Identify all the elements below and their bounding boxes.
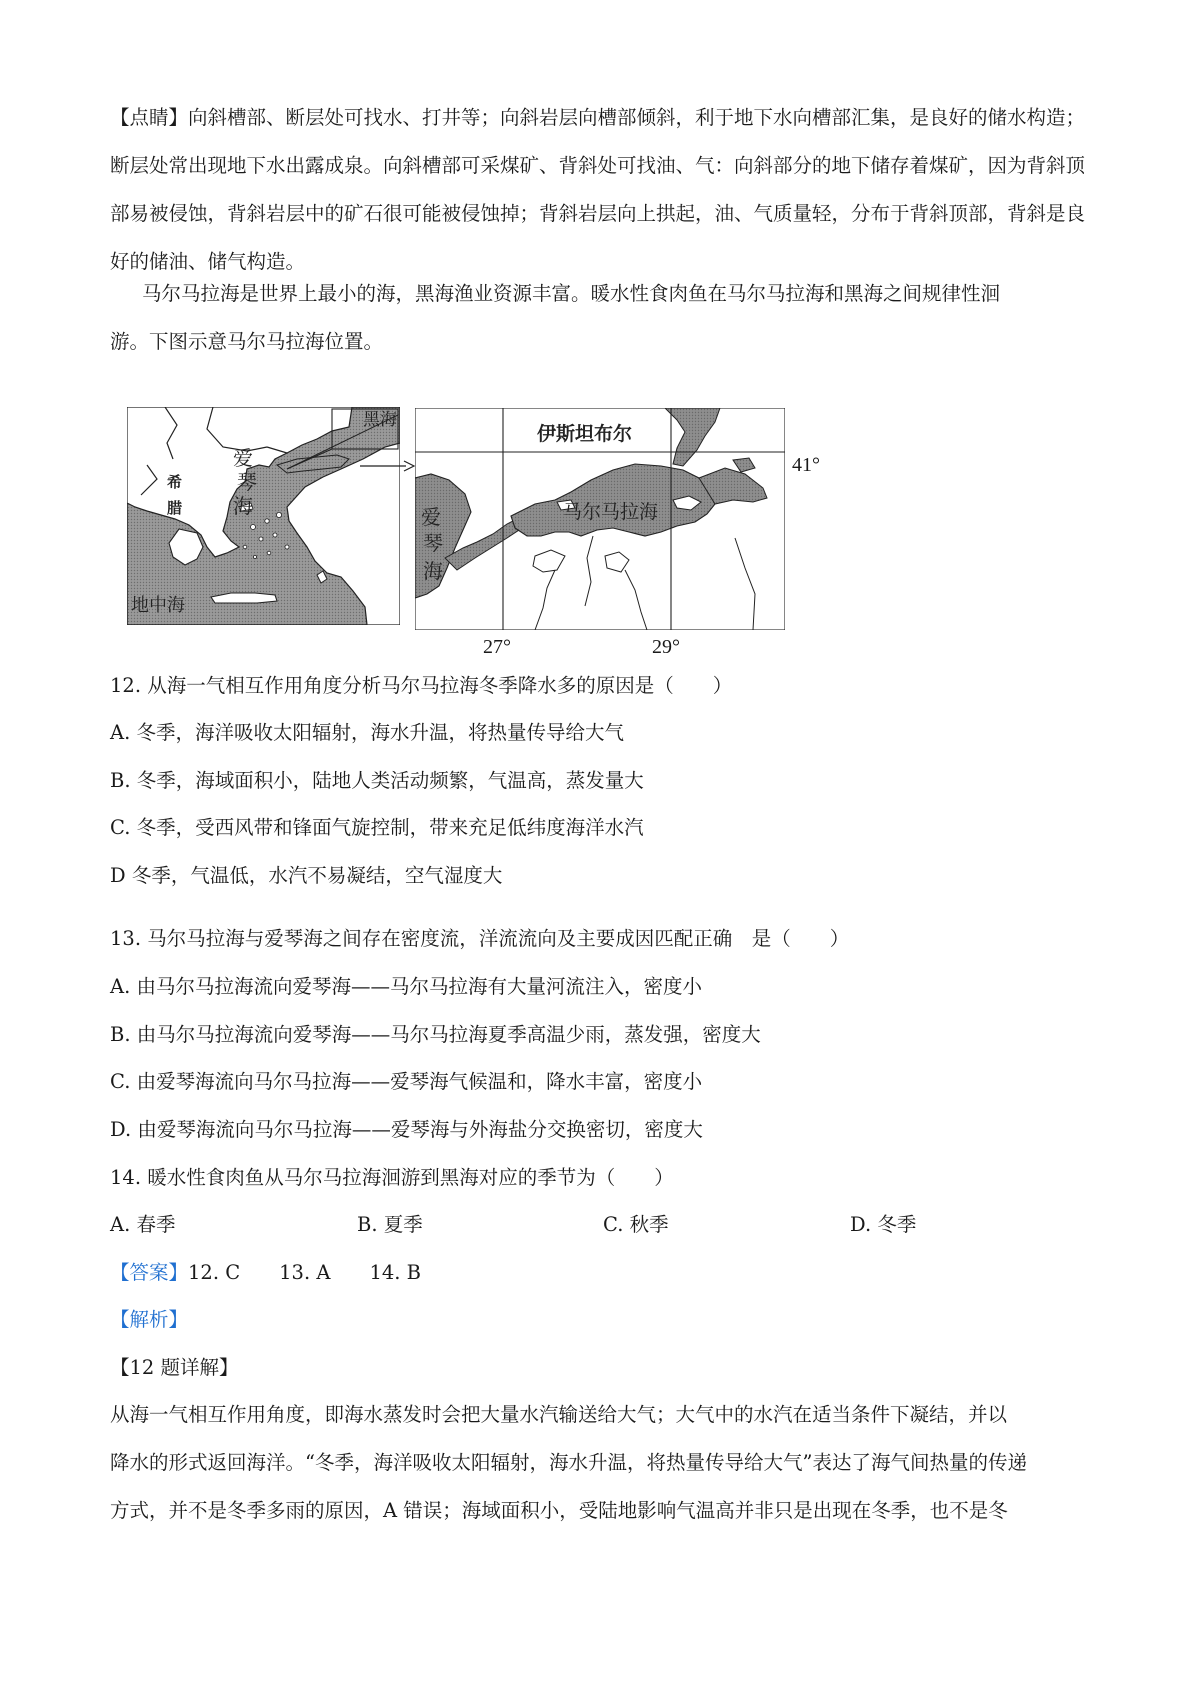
q14-option-d: D. 冬季: [850, 1213, 917, 1236]
q13-stem: 13. 马尔马拉海与爱琴海之间存在密度流，洋流流向及主要成因匹配正确 是（ ）: [110, 927, 850, 950]
q12-detail-label: 【12 题详解】: [110, 1356, 239, 1379]
q14-option-b: B. 夏季: [357, 1213, 423, 1236]
q12-option-a: A. 冬季，海洋吸收太阳辐射，海水升温，将热量传导给大气: [110, 721, 624, 744]
q13-option-a: A. 由马尔马拉海流向爱琴海——马尔马拉海有大量河流注入，密度小: [110, 975, 702, 998]
answer-label: 【答案】: [110, 1261, 189, 1284]
label-aegean-3: 海: [233, 494, 253, 518]
intro-line-2: 游。下图示意马尔马拉海位置。: [110, 330, 384, 353]
label-mediterranean: 地中海: [131, 595, 185, 616]
intro-line-1: 马尔马拉海是世界上最小的海，黑海渔业资源丰富。暖水性食肉鱼在马尔马拉海和黑海之间规律性洄: [142, 282, 1001, 305]
q14-stem: 14. 暖水性食肉鱼从马尔马拉海洄游到黑海对应的季节为（ ）: [110, 1166, 674, 1189]
marmara-detail-svg: [415, 408, 785, 630]
q13-option-c: C. 由爱琴海流向马尔马拉海——爱琴海气候温和，降水丰富，密度小: [110, 1070, 703, 1093]
overview-map-svg: [127, 407, 400, 625]
overview-map: [127, 407, 400, 625]
q13-option-b: B. 由马尔马拉海流向爱琴海——马尔马拉海夏季高温少雨，蒸发强，密度大: [110, 1023, 761, 1046]
label-aegean-detail-2: 琴: [423, 531, 443, 555]
label-black-sea: 黑海: [363, 410, 397, 430]
answer-line: [110, 1258, 421, 1288]
zoom-arrow: [360, 458, 416, 474]
answer-text: 12. C 13. A 14. B: [188, 1261, 421, 1284]
q12-option-b: B. 冬季，海域面积小，陆地人类活动频繁，气温高，蒸发量大: [110, 769, 644, 792]
label-lat-41: 41°: [792, 454, 820, 476]
q12-detail-line-3: 方式，并不是冬季多雨的原因，A 错误；海域面积小，受陆地影响气温高并非只是出现在冬季，也不是冬: [110, 1499, 1008, 1522]
q14-option-a: A. 春季: [110, 1213, 176, 1236]
q13-option-d: D. 由爱琴海流向马尔马拉海——爱琴海与外海盐分交换密切，密度大: [110, 1118, 703, 1141]
label-aegean-detail-3: 海: [423, 559, 443, 583]
label-aegean-1: 爱: [233, 446, 253, 470]
label-greece-2: 腊: [167, 499, 183, 517]
dianjing-label: 【点睛】: [110, 106, 189, 129]
label-lon-29: 29°: [652, 636, 680, 658]
label-istanbul: 伊斯坦布尔: [537, 423, 633, 445]
marmara-detail-map: [415, 408, 785, 630]
q12-detail-line-1: 从海一气相互作用角度，即海水蒸发时会把大量水汽输送给大气；大气中的水汽在适当条件下凝结，并以: [110, 1403, 1008, 1426]
label-aegean-detail-1: 爱: [421, 505, 441, 529]
dianjing-text: 向斜槽部、断层处可找水、打井等；向斜岩层向槽部倾斜，利于地下水向槽部汇集，是良好的储水构造；断层处常出现地下水出露成泉。向斜槽部可采煤矿、背斜处可找油、气：向斜部分的地下储存着煤矿，因为背斜顶部易被侵蚀，背斜岩层中的矿石很可能被侵蚀掉；背斜岩层向上拱起，油、气质量轻，分布于背斜顶部，背斜是良好的储油、储气构造。: [110, 106, 1086, 273]
q12-option-c: C. 冬季，受西风带和锋面气旋控制，带来充足低纬度海洋水汽: [110, 816, 644, 839]
dianjing-paragraph: [110, 94, 1095, 286]
label-marmara-sea: 马尔马拉海: [563, 501, 659, 523]
q12-option-d: D 冬季，气温低，水汽不易凝结，空气湿度大: [110, 864, 503, 887]
q14-option-c: C. 秋季: [603, 1213, 669, 1236]
label-lon-27: 27°: [483, 636, 511, 658]
q12-detail-line-2: 降水的形式返回海洋。“冬季，海洋吸收太阳辐射，海水升温，将热量传导给大气”表达了海气间热量的传递: [110, 1451, 1027, 1474]
q12-stem: 12. 从海一气相互作用角度分析马尔马拉海冬季降水多的原因是（ ）: [110, 674, 733, 697]
analysis-label: 【解析】: [110, 1308, 189, 1331]
label-aegean-2: 琴: [237, 470, 257, 494]
label-greece-1: 希: [167, 473, 183, 491]
